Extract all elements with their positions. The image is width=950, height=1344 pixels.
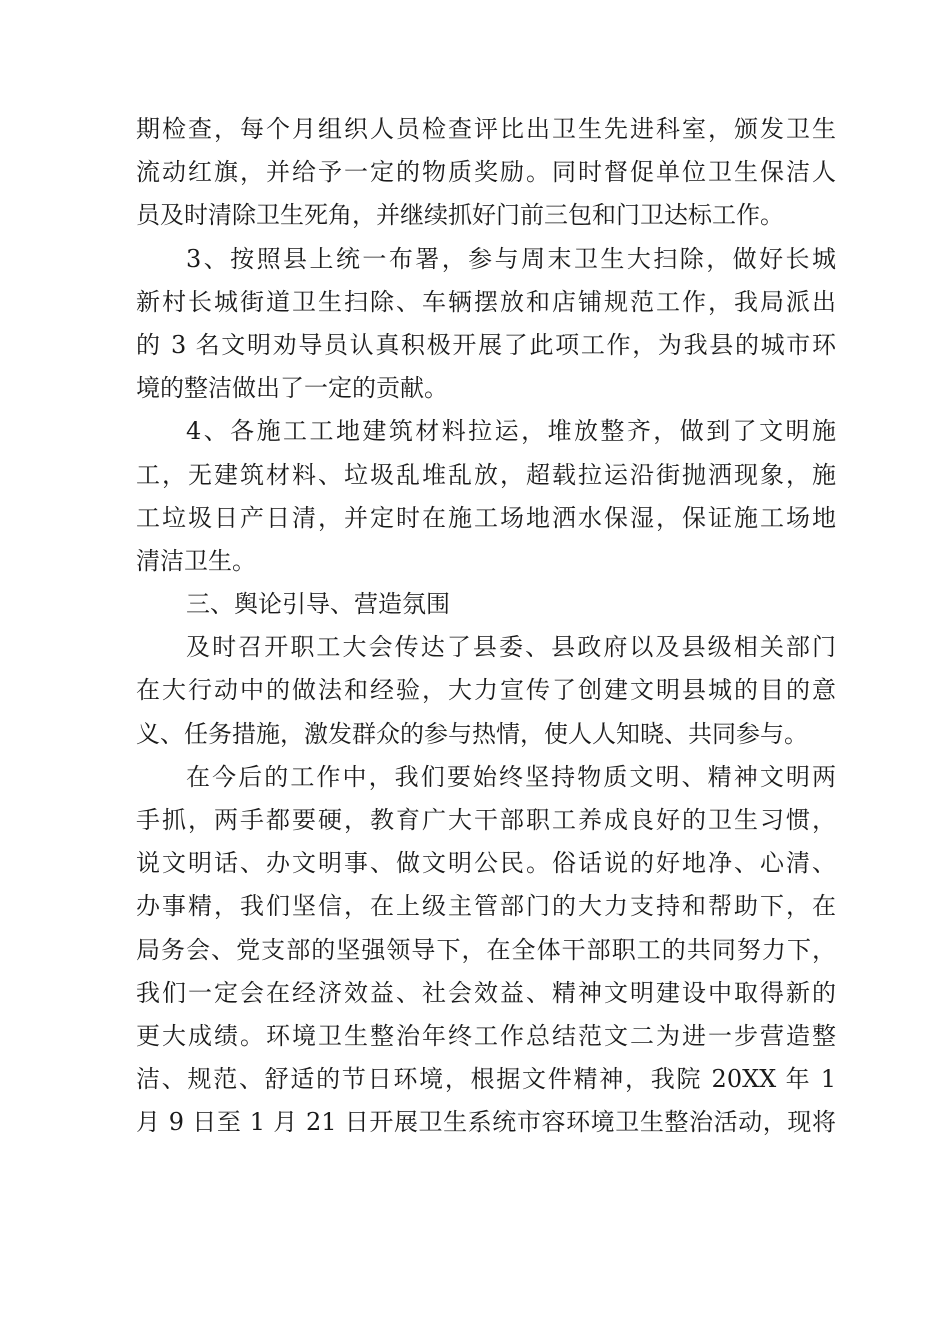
section-heading: 三、舆论引导、营造氛围 <box>186 590 450 619</box>
text-line: 4、各施工工地建筑材料拉运，堆放整齐，做到了文明施 <box>186 417 836 446</box>
text-line: 的 3 名文明劝导员认真积极开展了此项工作，为我县的城市环 <box>136 330 836 359</box>
text-line: 新村长城街道卫生扫除、车辆摆放和店铺规范工作，我局派出 <box>136 287 836 316</box>
text-line: 及时召开职工大会传达了县委、县政府以及县级相关部门 <box>186 633 836 662</box>
text-line: 办事精，我们坚信，在上级主管部门的大力支持和帮助下，在 <box>136 892 836 921</box>
text-line: 局务会、党支部的坚强领导下，在全体干部职工的共同努力下， <box>136 935 836 964</box>
text-line: 工，无建筑材料、垃圾乱堆乱放，超载拉运沿街抛洒现象，施 <box>136 460 836 489</box>
text-line: 洁、规范、舒适的节日环境，根据文件精神，我院 20XX 年 1 <box>136 1065 836 1094</box>
text-line: 月 9 日至 1 月 21 日开展卫生系统市容环境卫生整治活动，现将 <box>136 1108 836 1137</box>
text-line: 在大行动中的做法和经验，大力宣传了创建文明县城的目的意 <box>136 676 836 705</box>
text-line: 工垃圾日产日清，并定时在施工场地洒水保湿，保证施工场地 <box>136 503 836 532</box>
text-line: 在今后的工作中，我们要始终坚持物质文明、精神文明两 <box>186 762 836 791</box>
text-line: 我们一定会在经济效益、社会效益、精神文明建设中取得新的 <box>136 978 836 1007</box>
text-line: 3、按照县上统一布署，参与周末卫生大扫除，做好长城 <box>186 244 836 273</box>
text-line: 清洁卫生。 <box>136 546 256 575</box>
text-line: 员及时清除卫生死角，并继续抓好门前三包和门卫达标工作。 <box>136 201 784 230</box>
text-line: 流动红旗，并给予一定的物质奖励。同时督促单位卫生保洁人 <box>136 158 836 187</box>
text-line: 手抓，两手都要硬，教育广大干部职工养成良好的卫生习惯， <box>136 806 836 834</box>
text-line: 更大成绩。环境卫生整治年终工作总结范文二为进一步营造整 <box>136 1021 836 1050</box>
document-body <box>136 108 836 1145</box>
text-line: 境的整洁做出了一定的贡献。 <box>136 374 448 403</box>
text-line: 说文明话、办文明事、做文明公民。俗话说的好地净、心清、 <box>136 849 836 878</box>
text-line: 义、任务措施，激发群众的参与热情，使人人知晓、共同参与。 <box>136 719 808 748</box>
text-line: 期检查，每个月组织人员检查评比出卫生先进科室，颁发卫生 <box>136 115 836 143</box>
